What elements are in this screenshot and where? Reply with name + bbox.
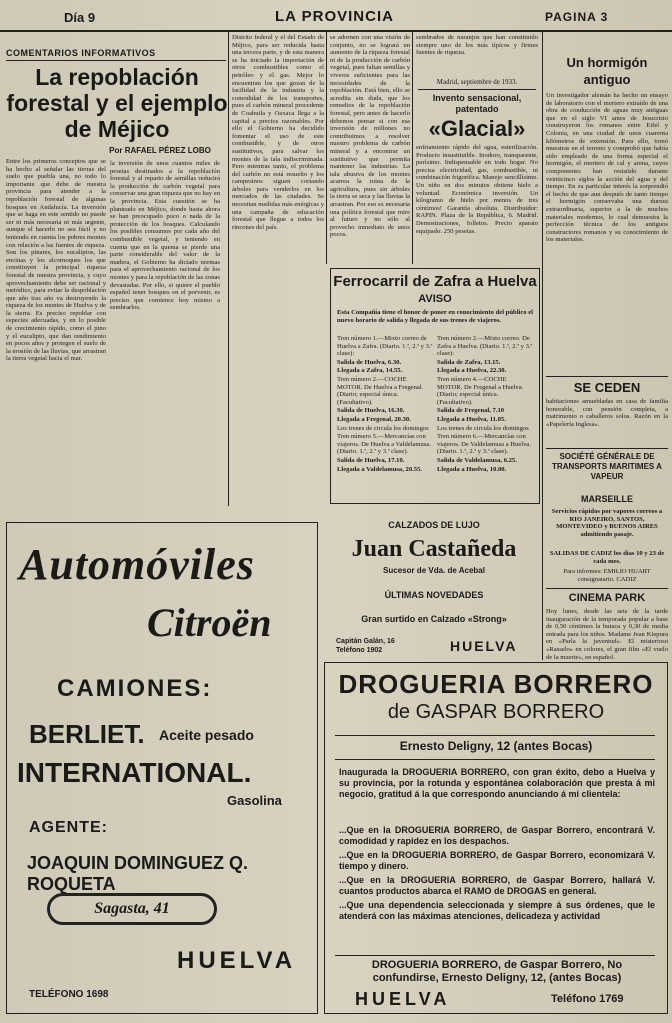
- transportes-salidas: SALIDAS DE CADIZ los días 10 y 23 de cada mes.: [549, 550, 665, 565]
- castaneda-sub: Sucesor de Vda. de Acebal: [383, 566, 485, 575]
- ferrocarril-title: Ferrocarril de Zafra a Huelva: [333, 273, 537, 290]
- drogueria-city: HUELVA: [355, 989, 451, 1009]
- article-byline: Por RAFAEL PÉREZ LOBO: [109, 146, 211, 155]
- castaneda-address: Capitán Galán, 16: [336, 638, 395, 645]
- citroen-camiones: CAMIONES:: [57, 675, 213, 702]
- castaneda-ad: [330, 506, 538, 656]
- cedeen-body: habitaciones amuebladas en casa de familia honorable, con pensión completa, a matrimonio o caballeros solos. Razón en la «Papelería Inglesa».: [546, 398, 668, 428]
- citroen-phone: TELÉFONO 1698: [29, 989, 109, 1000]
- ferrocarril-left-line-7: Tren número 5.—Mercancías con viajeros. De Huelva a Valdelamusa. (Diario. 1.ª, 2.ª y 3.ª clase).: [337, 433, 431, 456]
- transportes-info: Para informes: EMILIO HUART consignatario. CADIZ: [563, 568, 651, 583]
- drogueria-point-3: ...Que una dependencia seleccionada y siempre á sus órdenes, que le atenderá con las máximas atenciones, delicadeza y actividad: [339, 900, 655, 921]
- citroen-street: Sagasta, 41: [94, 900, 170, 917]
- glacial-pre-text: sembrados de naranjos que han constituido siempre uno de los más típicos y firmes fuentes de riqueza.: [416, 34, 538, 57]
- drogueria-title: DROGUERIA BORRERO: [338, 669, 654, 699]
- article-col-3: Distrito federal y el del Estado de Méjico, para ser reducida hasta una tercera parte, y de esta manera se ha iniciado la importación de otros combustibles como el petróleo y el gas. Mejor lo encuentran los que gozan de la facilidad de la industria y la comodidad de los transportes, pues el carbón mineral procedente de Coahuila y Oaxaca llega a la capital a precios razonables. Por ello el Gobierno ha decidido fomentar el uso de este combustible, y de otros sustitutivos, para salvar los montes de la tala indiscriminada. Pero mientras tanto, el problema del carbón no está resuelto y los campesinos siguen cortando árboles para venderlos en los mercados de las ciudades. Se necesitan medidas más enérgicas y una campaña de educación forestal que llegue a todos los rincones del país.: [232, 34, 324, 231]
- ferrocarril-right-line-0: Tren número 2.—Mixto correo. De Zafra a Huelva. (Diario. 1.ª, 2.ª y 3.ª clase):: [437, 335, 533, 358]
- cedeen-title: SE CEDEN: [573, 380, 641, 395]
- castaneda-novedades: ÚLTIMAS NOVEDADES: [384, 590, 484, 600]
- castaneda-kicker: CALZADOS DE LUJO: [388, 520, 480, 530]
- citroen-ad: [6, 522, 318, 1014]
- drogueria-phone: Teléfono 1769: [551, 993, 624, 1005]
- ferrocarril-right-line-8: Salida de Valdelamusa, 6.25.: [437, 456, 517, 464]
- ferrocarril-left-line-1: Salida de Huelva, 6.30.: [337, 358, 402, 366]
- cinema-title: CINEMA PARK: [568, 592, 646, 604]
- ferrocarril-left-line-6: Los trenes de circula los domingos: [337, 424, 429, 432]
- section-label: COMENTARIOS INFORMATIVOS: [6, 48, 156, 58]
- article-headline: La repoblación forestal y el ejemplo de Méjico: [6, 64, 228, 142]
- ferrocarril-schedule-left: [337, 335, 433, 499]
- ferrocarril-left-line-5: Llegada a Fregenal, 20.30.: [337, 415, 411, 423]
- ferrocarril-left-line-8: Salida de Huelva, 17.10.: [337, 456, 405, 464]
- article-col-1: Entre los primeros conceptos que se ha hecho al señalar las tierras del suelo que puebla una, no todo lo importante que debe de nuestra provincia para atender a la repoblación forestal de algunas bosques en Andalucía. La inversión que se haga en este sentido no puede ser ni más necesaria ni más urgente, aunque el hacerlo no sea fácil y no teniendo en cuenta los pobres montes con relación a las fuentes de riqueza. Son los pinares, los eucaliptos, las encinas y los alcornoques los que constituyen la principal riqueza forestal de nuestra provincia, y cuyo aprovechamiento debe ser racional y metódico, para evitar la despoblación que año tras año va destruyendo la riqueza de los montes de Huelva y de la sierra. Es preciso repoblar con especies adecuadas, y en lo posible de crecimiento rápido, como el pino y el eucalipto, que dan rendimiento en pocos años y protegen el suelo de la erosión de las lluvias, que arrastran la tierra vegetal hacia el mar.: [6, 158, 106, 363]
- ferrocarril-right-line-5: Llegada a Huelva, 11.05.: [437, 415, 506, 423]
- ferrocarril-right-line-9: Llegada a Huelva, 10.00.: [437, 465, 507, 473]
- citroen-gasolina: Gasolina: [227, 793, 282, 808]
- citroen-agent-name: JOAQUIN DOMINGUEZ Q. ROQUETA: [27, 853, 249, 894]
- transportes-title: SOCIÉTÉ GÉNÉRALE DE TRANSPORTS MARITIMES A VAPEUR: [552, 452, 662, 481]
- transportes-body: Servicios rápidos por vapores correos a RIO JANEIRO, SANTOS, MONTEVIDEO y BUENOS AIRES admitiendo pasaje.: [551, 508, 663, 538]
- drogueria-sub: de GASPAR BORRERO: [387, 701, 605, 723]
- ferrocarril-right-line-3: Tren número 4.—COCHE MOTOR. De Fregenal a Huelva. (Diario; especial única. (Facultativo).: [437, 375, 524, 406]
- drogueria-points: [339, 825, 655, 945]
- glacial-kicker: Invento sensacional, patentado: [432, 93, 522, 114]
- glacial-dateline: Madrid, septiembre de 1933.: [436, 78, 518, 86]
- ferrocarril-right-line-2: Llegada a Huelva, 22.30.: [437, 367, 507, 375]
- citroen-aceite: Aceite pesado: [159, 727, 254, 743]
- castaneda-city: HUELVA: [450, 638, 518, 654]
- citroen-city: HUELVA: [177, 947, 297, 974]
- ferrocarril-right-line-4: Salida de Fregenal, 7.10: [437, 407, 505, 415]
- ferrocarril-right-line-1: Salida de Zafra, 13.15.: [437, 358, 501, 366]
- drogueria-footer: DROGUERIA BORRERO, de Gaspar Borrero, No confundirse, Ernesto Deligny, 12, (antes Bocas): [371, 959, 623, 984]
- citroen-berliet: BERLIET.: [29, 719, 145, 749]
- cinema-body: Hoy lunes, desde las seis de la tarde inauguración de la temporada popular a base de 0,50 céntimos la butaca y 0,30 de media entrada para los niños. Madame Jean Kiepura en «Parla la juventud». El misterioso «Rasselo» en colores, el gran film «El vuelo de la muerte», en español.: [546, 608, 668, 661]
- citroen-international: INTERNATIONAL.: [17, 757, 252, 788]
- drogueria-intro: Inaugurada la DROGUERIA BORRERO, con gran éxito, debo a Huelva y su provincia, por la rotunda y espontánea colaboración que presta á mi negocio, gratitud á la que correspondo anunciando á mi clientela:: [339, 767, 655, 799]
- page-day: Día 9: [64, 10, 96, 25]
- citroen-brand-2: Citroën: [147, 600, 272, 645]
- masthead: [0, 4, 672, 32]
- ferrocarril-subtitle: AVISO: [418, 293, 452, 305]
- page-number: PAGINA 3: [545, 10, 609, 24]
- ferrocarril-left-line-9: Llegada a Valdelamusa, 20.55.: [337, 465, 423, 473]
- citroen-agente: AGENTE:: [29, 819, 108, 836]
- castaneda-name: Juan Castañeda: [351, 536, 517, 562]
- drogueria-point-0: ...Que en la DROGUERIA BORRERO, de Gaspar Borrero, encontrará V. comodidad y rapidez en los despachos.: [339, 825, 655, 846]
- ferrocarril-schedule-right: [437, 335, 533, 499]
- drogueria-point-1: ...Que en la DROGUERIA BORRERO, de Gaspar Borrero, economizará V. tiempo y dinero.: [339, 850, 655, 871]
- glacial-body: enfriamiento rápido del agua, esterilización. Producto insustituible. Inodoro, transparente, purísimo. Indispensable en todo hogar. No precisa electricidad, gas, combustible, ni combinación frigorífica. Manejo sencillísimo. Un niño en dos minutos obtiene hielo a voluntad. Económica inversión. Un kilogramo de hielo por menos de tres céntimos! Garantía absoluta. Distribuidor: RAPIN. Plaza de la República, 6. Madrid. Demostraciones, folletos. Precio aparato equipado: 250 pesetas.: [416, 144, 538, 235]
- castaneda-phone: Teléfono 1902: [336, 647, 383, 654]
- ferrocarril-left-line-3: Tren número 2.—COCHE MOTOR. De Huelva a Fregenal. (Diario; especial única. (Facultativo).: [337, 375, 424, 406]
- castaneda-surtido: Gran surtido en Calzado «Strong»: [361, 614, 507, 624]
- newspaper-title: LA PROVINCIA: [275, 8, 394, 25]
- ferrocarril-right-line-7: Tren número 6.—Mercancías con viajeros. De Valdelamusa a Huelva. (Diario. 1.ª, 2.ª y 3.ª clase).: [437, 433, 531, 456]
- citroen-brand-1: Automóviles: [19, 540, 255, 589]
- ferrocarril-left-line-4: Salida de Huelva, 16.30.: [337, 407, 405, 415]
- hormigon-title: Un hormigón antiguo: [566, 55, 648, 87]
- drogueria-ad: [324, 662, 668, 1014]
- hormigon-body: Un investigador alemán ha hecho un ensayo de laboratorio con el mortero extraído de una obra de conducción de aguas muy antiguas que en el siglo VI antes de Jesucristo construyeron los romanos entre Eifel y Colonia, en una ciudad de unos cuarenta kilómetros de extensión. Para ello, tomó muestras en el terreno y comprobó que había sido empleado de una forma especial el hormigón, el mortero de cal y arena, cuyos componentes han resistido durante veinticinco siglos la acción del agua y del tiempo. En su particular interés la sorprendió el hecho de que aun después de tanto tiempo el hormigón conservaba una dureza extraordinaria, superior a la de muchos materiales modernos, lo cual demuestra la perfección técnica de los antiguos constructores romanos y su conocimiento de los materiales.: [546, 92, 668, 244]
- ferrocarril-intro: Esta Compañía tiene el honor de poner en conocimiento del público el nuevo horario de salida y llegada de sus trenes de viajeros.: [337, 309, 533, 324]
- ferrocarril-right-line-6: Los trenes de circula los domingos: [437, 424, 529, 432]
- article-col-4: se adornen con una visión de conjunto, no se logrará un aumento de la riqueza forestal ni de la producción de carbón vegetal, pues faltan semillas y viveros suficientes para las necesidades de la repoblación. Está bien, ello se acredita sin duda, que los remedios de la repoblación forestal, pero antes de hacerlo debemos pensar si con esa inversión de millones no contribuimos a resolver nuestro problema de carbón mineral y a encontrar un sustitutivo que permita mantener las industrias. La tala abusiva de los montes acarrea la ruina de la agricultura, pues sin árboles la tierra se seca y las lluvias la arrastran. Por eso es necesaria una política forestal que mire al futuro y no sólo al provecho inmediato de unos pocos.: [330, 34, 411, 239]
- ferrocarril-ad: [330, 268, 540, 504]
- article-col-2: la inversión de unos cuantos miles de pesetas destinados a la repoblación forestal y al reparto de semillas reducirá la producción de carbón vegetal para conservar una gran riqueza que no hay en la provincia. Esta cuestión se ha planteado en Méjico, donde hasta ahora se han preocupado poco o nada de la protección de los bosques. Calculando los posibles consumos por cada año del combustible vegetal, y teniendo en cuenta que en la quema se pierde una parte considerable del valor de la madera, el Gobierno ha dictado normas para el aprovechamiento racional de los montes y para la repoblación de las zonas devastadas. Por ello, si quiere el pueblo español tener bosques en el porvenir, es preciso que comience hoy mismo a sembrarlos.: [110, 160, 220, 312]
- drogueria-point-2: ...Que en la DROGUERIA BORRERO, de Gaspar Borrero, hallará V. cuantos productos abarca el RAMO de DROGAS en general.: [339, 875, 655, 896]
- transportes-city: MARSEILLE: [580, 494, 633, 504]
- ferrocarril-left-line-0: Tren número 1.—Mixto correo de Huelva a Zafra. (Diario. 1.ª, 2.ª y 3.ª clase):: [337, 335, 433, 358]
- glacial-name: «Glacial»: [428, 116, 526, 141]
- drogueria-address: Ernesto Deligny, 12 (antes Bocas): [399, 739, 593, 753]
- ferrocarril-left-line-2: Llegada a Zafra, 14.55.: [337, 367, 403, 375]
- citroen-street-oval: [47, 893, 217, 925]
